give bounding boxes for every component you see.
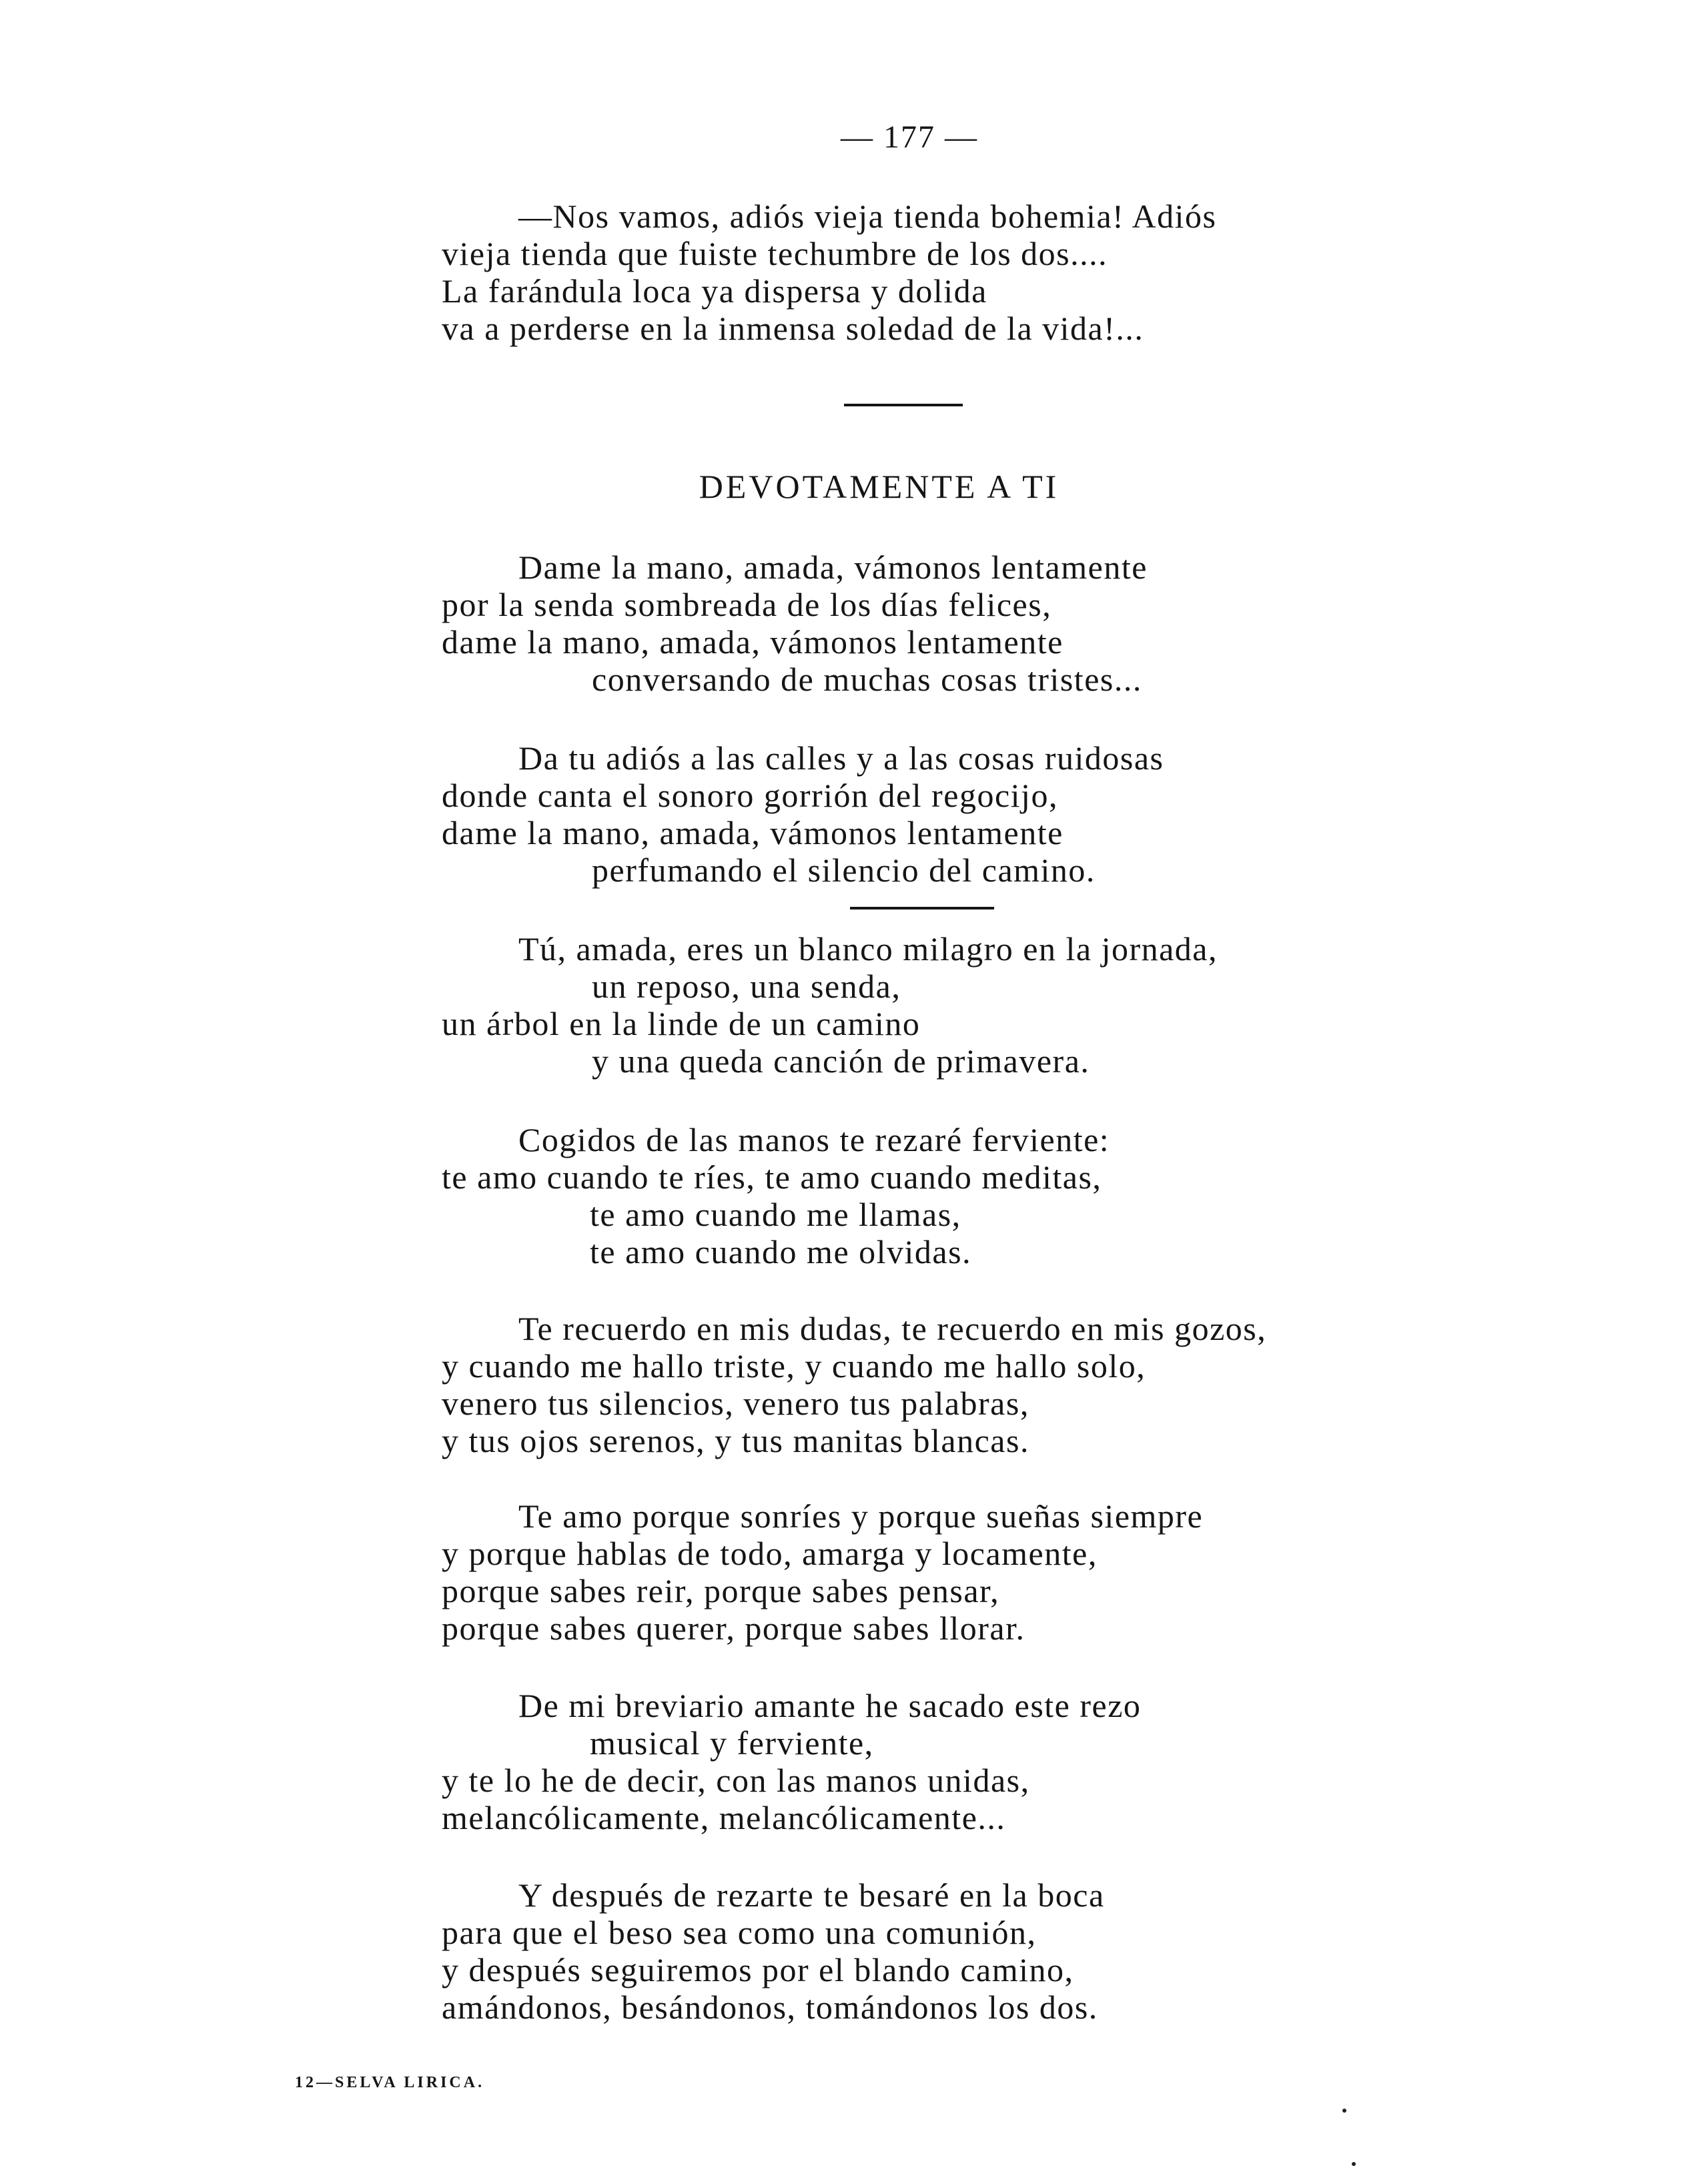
signature-footer: 12—SELVA LIRICA. (295, 2074, 485, 2091)
verse-line: va a perderse en la inmensa soledad de la vida!... (442, 310, 1144, 347)
verse-line: conversando de muchas cosas tristes... (592, 661, 1142, 698)
verse-line: por la senda sombreada de los días felices, (442, 586, 1052, 623)
verse-line: Te recuerdo en mis dudas, te recuerdo en mis gozos, (518, 1310, 1267, 1347)
stanza (442, 739, 1429, 889)
verse-line: dame la mano, amada, vámonos lentamente (442, 814, 1064, 851)
page-number: — 177 — (841, 119, 978, 155)
verse-line: dame la mano, amada, vámonos lentamente (442, 623, 1064, 661)
verse-line: melancólicamente, melancólicamente... (442, 1799, 1006, 1836)
verse-line: amándonos, besándonos, tomándonos los dos. (442, 1988, 1098, 2026)
verse-line: Y después de rezarte te besaré en la boca (518, 1876, 1105, 1914)
intro-stanza (442, 198, 1429, 347)
verse-line: te amo cuando me olvidas. (590, 1233, 972, 1270)
poem-title: DEVOTAMENTE A TI (699, 468, 1059, 505)
stanza (442, 1310, 1429, 1459)
section-divider (844, 404, 963, 406)
verse-line: musical y ferviente, (590, 1724, 874, 1762)
stanza (442, 1121, 1429, 1270)
verse-line: y te lo he de decir, con las manos unidas, (442, 1762, 1030, 1799)
print-speck (1342, 2109, 1346, 2113)
verse-line: —Nos vamos, adiós vieja tienda bohemia! Adiós (518, 198, 1217, 235)
verse-line: La farándula loca ya dispersa y dolida (442, 272, 987, 310)
stanza (442, 1497, 1429, 1647)
verse-line: venero tus silencios, venero tus palabras, (442, 1385, 1029, 1422)
stanza (442, 1876, 1429, 2026)
section-divider (850, 907, 994, 909)
verse-line: Te amo porque sonríes y porque sueñas siempre (518, 1497, 1204, 1535)
print-speck (1352, 2162, 1356, 2166)
verse-line: un reposo, una senda, (592, 968, 901, 1005)
verse-line: De mi breviario amante he sacado este rezo (518, 1687, 1142, 1724)
verse-line: un árbol en la linde de un camino (442, 1005, 921, 1042)
verse-line: y después seguiremos por el blando camino, (442, 1951, 1074, 1988)
verse-line: te amo cuando te ríes, te amo cuando meditas, (442, 1158, 1102, 1196)
verse-line: y cuando me hallo triste, y cuando me hallo solo, (442, 1347, 1146, 1385)
stanza (442, 1687, 1429, 1836)
verse-line: y porque hablas de todo, amarga y locamente, (442, 1535, 1098, 1572)
verse-line: perfumando el silencio del camino. (592, 851, 1096, 889)
verse-line: Da tu adiós a las calles y a las cosas ruidosas (518, 739, 1164, 777)
stanza (442, 549, 1429, 698)
verse-line: Cogidos de las manos te rezaré ferviente: (518, 1121, 1110, 1158)
verse-line: porque sabes querer, porque sabes llorar. (442, 1609, 1025, 1647)
verse-line: porque sabes reir, porque sabes pensar, (442, 1572, 1000, 1609)
verse-line: Dame la mano, amada, vámonos lentamente (518, 549, 1148, 586)
verse-line: Tú, amada, eres un blanco milagro en la jornada, (518, 930, 1218, 968)
verse-line: y tus ojos serenos, y tus manitas blancas. (442, 1422, 1029, 1459)
verse-line: y una queda canción de primavera. (592, 1042, 1090, 1080)
verse-line: vieja tienda que fuiste techumbre de los dos.... (442, 235, 1108, 272)
stanza (442, 930, 1429, 1080)
verse-line: donde canta el sonoro gorrión del regocijo, (442, 777, 1058, 814)
verse-line: para que el beso sea como una comunión, (442, 1914, 1037, 1951)
verse-line: te amo cuando me llamas, (590, 1196, 961, 1233)
